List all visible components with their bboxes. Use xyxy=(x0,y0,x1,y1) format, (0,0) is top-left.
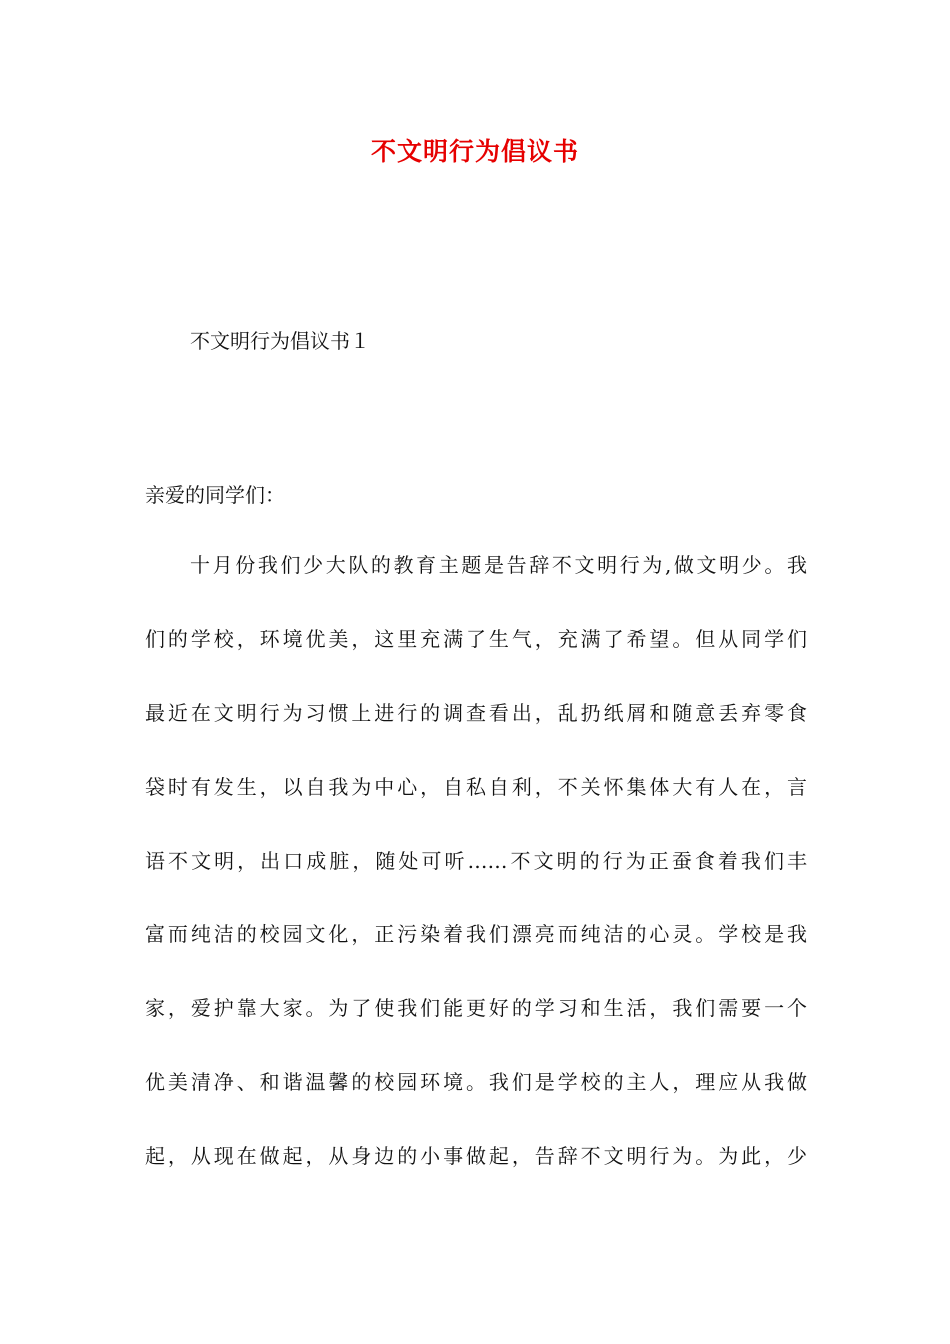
body-line: 们的学校，环境优美，这里充满了生气，充满了希望。但从同学们 xyxy=(145,626,807,651)
body-line: 十月份我们少大队的教育主题是告辞不文明行为,做文明少。我 xyxy=(190,553,807,577)
body-line: 家，爱护靠大家。为了使我们能更好的学习和生活，我们需要一个 xyxy=(145,996,807,1021)
body-paragraph xyxy=(145,550,807,1215)
salutation: 亲爱的同学们： xyxy=(145,483,285,507)
body-line: 袋时有发生，以自我为中心，自私自利，不关怀集体大有人在，言 xyxy=(145,774,807,799)
body-line: 富而纯洁的校园文化，正污染着我们漂亮而纯洁的心灵。学校是我 xyxy=(145,922,807,947)
document-title: 不文明行为倡议书 xyxy=(370,137,579,166)
body-line: 最近在文明行为习惯上进行的调查看出，乱扔纸屑和随意丢弃零食 xyxy=(145,700,807,725)
body-line: 起，从现在做起，从身边的小事做起，告辞不文明行为。为此，少 xyxy=(145,1144,807,1169)
body-line: 优美清净、和谐温馨的校园环境。我们是学校的主人，理应从我做 xyxy=(145,1070,807,1095)
section-heading: 不文明行为倡议书１ xyxy=(190,329,370,353)
body-line: 语不文明，出口成脏，随处可听……不文明的行为正蚕食着我们丰 xyxy=(145,848,807,873)
